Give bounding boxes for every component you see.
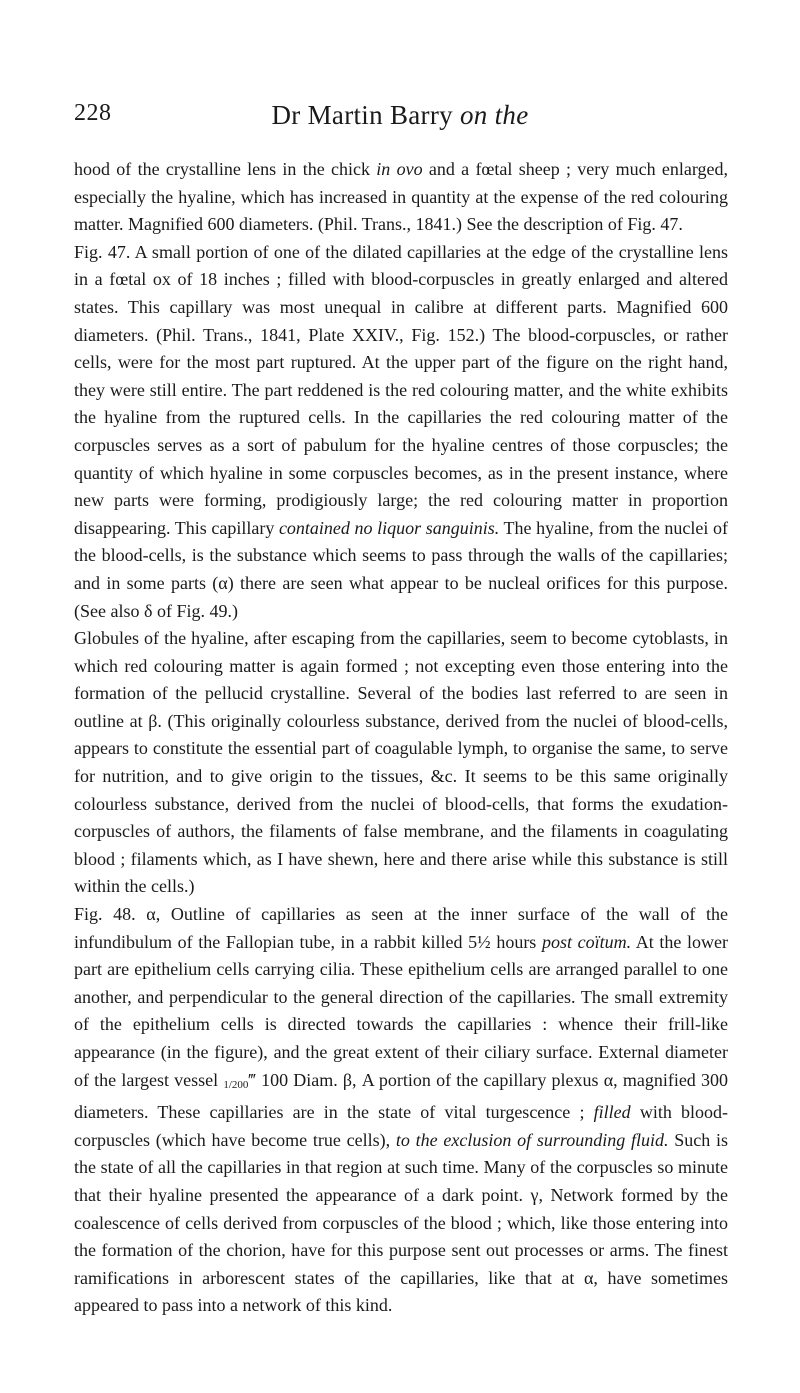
running-header: [74, 100, 726, 136]
body-text: [74, 156, 728, 1320]
paragraph-fig-48: [74, 901, 728, 1320]
running-title: [74, 100, 726, 131]
text-run: Fig. 47. A small portion of one of the dilated capillaries at the edge of the crystalline lens in a fœtal ox of 18 inches ; filled with blood-corpuscles in greatly enlarged and altered states. This capillary was most unequal in calibre at different parts. Magnified 600 diameters. (Phil. Trans., 1841, Plate XXIV., Fig. 152.) The blood-corpuscles, or rather cells, were for the most part ruptured. At the upper part of the figure on the right hand, they were still entire. The part reddened is the red colouring matter, and the white exhibits the hyaline from the ruptured cells. In the capillaries the red colouring matter of the corpuscles serves as a sort of pabulum for the hyaline centres of those corpuscles; the quantity of which hyaline in some corpuscles becomes, as in the present instance, where new parts were forming, prodigiously large; the red colouring matter in proportion disappearing. This capillary: [74, 241, 728, 538]
text-run: Globules of the hyaline, after escaping from the capillaries, seem to become cytoblasts, in which red colouring matter is again formed ; not excepting even those entering into the formation of the pellucid crystalline. Several of the bodies last referred to are seen in outline at β. (This originally colourless substance, derived from the nuclei of blood-cells, appears to constitute the essential part of coagulable lymph, to organise the same, to serve for nutrition, and to give origin to the tissues, &c. It seems to be this same originally colourless substance, derived from the nuclei of blood-cells, that forms the exudation-corpuscles of authors, the filaments of false membrane, and the filaments in coagulating blood ; filaments which, as I have shewn, here and there arise while this substance is still within the cells.): [74, 628, 728, 897]
italic-text: to the exclusion of surrounding fluid.: [395, 1129, 669, 1150]
running-title-italic: on the: [459, 100, 529, 130]
text-run: The hyaline, from the nuclei of the blood-cells, is the substance which seems to pass through the walls of the capillaries; and in some parts (α) there are seen what appear to be nucleal orifices for this purpose. (See also δ of Fig. 49.): [74, 517, 729, 621]
text-run: ‴ 100 Diam. β, A portion of the capillary plexus α, magnified 300 diameters. These capillaries are in the state of vital turgescence ;: [74, 1069, 728, 1123]
paragraph-continuation: [74, 156, 728, 239]
text-run: Such is the state of all the capillaries in that region at such time. Many of the corpuscles so minute that their hyaline presented the appearance of a dark point. γ, Network formed by the coalescence of cells derived from corpuscles of the blood ; which, like those entering into the formation of the chorion, have for this purpose sent out processes or arms. The finest ramifications in arborescent states of the capillaries, like that at α, have sometimes appeared to pass into a network of this kind.: [74, 1129, 728, 1316]
running-title-text: Dr Martin Barry: [271, 100, 460, 130]
italic-text: post coïtum.: [541, 931, 632, 952]
italic-text: contained no liquor sanguinis.: [278, 517, 500, 538]
paragraph-globules: [74, 625, 728, 901]
text-run: At the lower part are epithelium cells carrying cilia. These epithelium cells are arranged parallel to one another, and perpendicular to the general direction of the capillaries. The small extremity of the epithelium cells is directed towards the capillaries : whence their frill-like appearance (in the figure), and the great extent of their ciliary surface. External diameter of the largest vessel: [74, 931, 729, 1090]
italic-text: in ovo: [376, 159, 423, 179]
text-run: with blood-corpuscles (which have become true cells),: [74, 1102, 728, 1150]
text-run: and a fœtal sheep ; very much enlarged, especially the hyaline, which has increased in quantity at the expense of the red colouring matter. Magnified 600 diameters. (Phil. Trans., 1841.) See the description of Fig. 47.: [74, 159, 728, 235]
fraction: 1/200: [223, 1078, 249, 1091]
paragraph-fig-47: [74, 239, 728, 625]
italic-text: filled: [593, 1102, 631, 1123]
text-run: Fig. 48. α, Outline of capillaries as seen at the inner surface of the wall of the infundibulum of the Fallopian tube, in a rabbit killed 5½ hours: [74, 904, 728, 952]
page-number: 228: [74, 100, 112, 126]
text-run: hood of the crystalline lens in the chick: [74, 159, 377, 179]
